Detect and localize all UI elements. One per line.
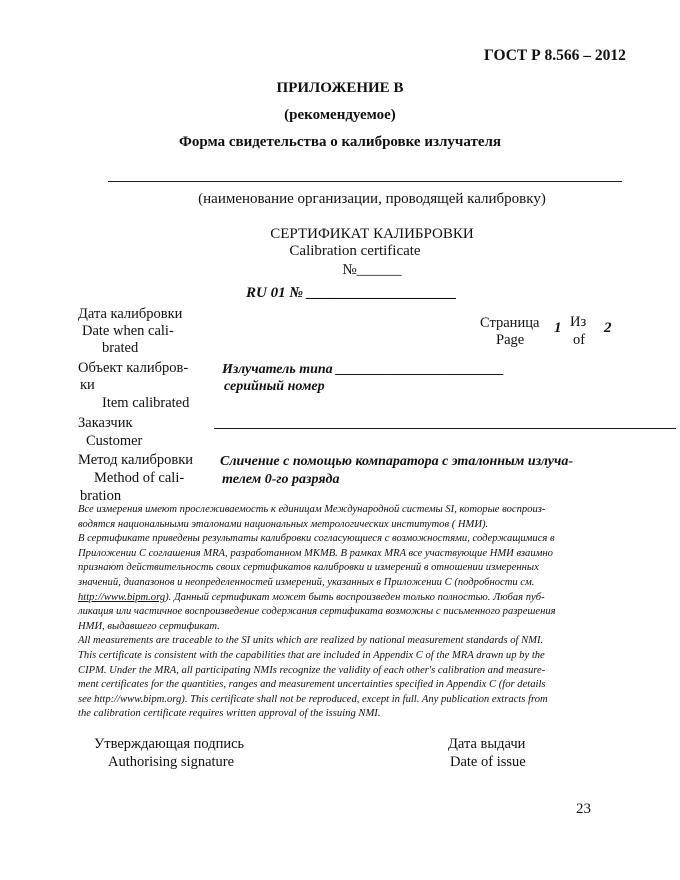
standard-code: ГОСТ Р 8.566 – 2012 [484,47,626,64]
page-label-ru: Страница [480,315,540,331]
date-label-en-1: Date when cali- [82,323,174,339]
organization-name-line [108,181,622,182]
note-ru-line: Все измерения имеют прослеживаемость к единицам Международной системы SI, которые воспроиз- [78,504,546,515]
note-ru-line: Приложении С соглашения MRA, разработанном МКМВ. В рамках MRA все участвующие НМИ взаимно [78,547,553,559]
signature-label-ru: Утверждающая подпись [94,736,245,752]
ru-number [246,285,457,302]
note-en-line: CIPM. Under the MRA, all participating NMIs recognize the validity of each other's calibration and measure- [78,664,546,676]
method-value-1: Сличение с помощью компаратора с эталонным излуча- [220,454,573,469]
object-label-ru-2: ки [80,377,95,393]
note-en-line: the calibration certificate requires written approval of the issuing NMI. [78,708,381,720]
appendix-status: (рекомендуемое) [284,107,396,123]
form-title: Форма свидетельства о калибровке излучателя [178,134,502,150]
customer-label-ru: Заказчик [78,415,133,431]
signature-label-en: Authorising signature [108,754,235,770]
note-ru-line [78,591,634,606]
page-number-value: 1 [554,320,562,336]
object-label-ru-1: Объект калибров- [78,360,189,376]
page-label-en: Page [496,332,525,348]
of-label-en: of [573,332,586,348]
organization-caption: (наименование организации, проводящей калибровку) [198,191,546,207]
issue-date-label-ru: Дата выдачи [448,736,526,752]
note-ru-line: НМИ, выдавшего сертификат. [78,620,220,632]
note-en-line: This certificate is consistent with the capabilities that are included in Appendix C of the MRA drawn up by the [78,649,545,661]
certificate-number: №______ [342,262,402,278]
note-ru-line: ликация или частичное воспроизведение содержания сертификата возможны с письменного разрешения [78,606,556,618]
note-ru-line: водятся национальными эталонами национальных метрологических институтов ( НМИ). [78,518,489,530]
note-en-line: see http://www.bipm.org). This certificate shall not be reproduced, except in full. Any publication extracts from [78,693,548,705]
date-label-en-2: brated [102,340,139,356]
certificate-title-en: Calibration certificate [289,243,421,259]
note-ru-line-rest: ). Данный сертификат может быть воспроизведен только полностью. Любая пуб- [165,591,545,603]
note-ru-line: значений, диапазонов и неопределенностей измерений, указанных в Приложении С (подробности см. [78,576,535,588]
total-pages-value: 2 [604,320,612,336]
certificate-title-ru: СЕРТИФИКАТ КАЛИБРОВКИ [270,226,474,242]
appendix-title: ПРИЛОЖЕНИЕ В [276,80,404,96]
note-ru-line: признают действительность своих сертификатов калибровки и измерений в отношении измеренных [78,562,539,574]
date-label-ru: Дата калибровки [78,306,183,322]
issue-date-label-en: Date of issue [450,754,526,770]
note-ru-line: В сертификате приведены результаты калибровки согласующиеся с возможностями, содержащимися в [78,533,555,545]
customer-line [214,428,676,429]
method-label-en-2: bration [80,488,122,504]
object-value-type: Излучатель типа ________________________ [222,362,505,377]
ru-number-text: RU 01 № ____________________ [246,285,457,301]
method-label-ru: Метод калибровки [78,452,194,468]
note-en-line: ment certificates for the quantities, ranges and measurement uncertainties specified in Appendix C (for details [78,679,546,691]
bipm-link[interactable]: http://www.bipm.org [78,591,166,603]
of-label-ru: Из [570,314,587,330]
page-footer-number: 23 [576,801,591,817]
traceability-notes [78,503,634,722]
object-value-serial: серийный номер [224,379,325,394]
customer-label-en: Customer [86,433,143,449]
method-label-en-1: Method of cali- [94,470,185,486]
object-label-en: Item calibrated [102,395,190,411]
note-en-line: All measurements are traceable to the SI units which are realized by national measurement standards of NMI. [78,635,544,647]
method-value-2: телем 0-го разряда [222,472,340,487]
